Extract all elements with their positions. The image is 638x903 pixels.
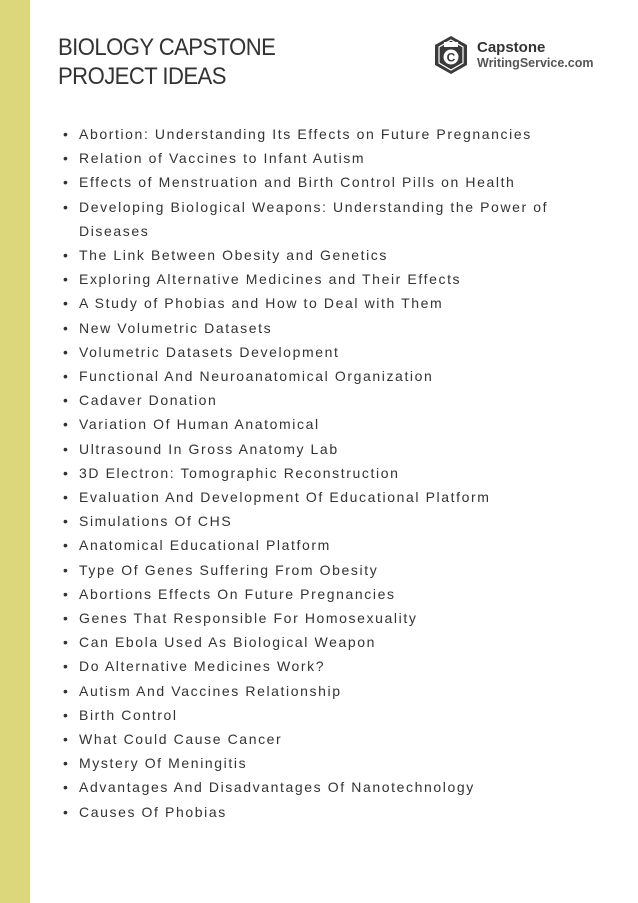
list-item: • Volumetric Datasets Development <box>63 340 573 364</box>
list-item: • A Study of Phobias and How to Deal with Them <box>63 291 573 315</box>
list-item: • Autism And Vaccines Relationship <box>63 679 573 703</box>
list-item: • Effects of Menstruation and Birth Control Pills on Health <box>63 170 573 194</box>
title-line-2: PROJECT IDEAS <box>58 63 226 90</box>
list-item: • Variation Of Human Anatomical <box>63 412 573 436</box>
list-item: • Evaluation And Development Of Educational Platform <box>63 485 573 509</box>
list-item: • Simulations Of CHS <box>63 509 573 533</box>
logo-site: WritingService.com <box>477 56 594 70</box>
list-item: • Birth Control <box>63 703 573 727</box>
list-item: • Cadaver Donation <box>63 388 573 412</box>
title-line-1: BIOLOGY CAPSTONE <box>58 34 276 61</box>
list-item: • Advantages And Disadvantages Of Nanotechnology <box>63 775 573 799</box>
brand-logo[interactable] <box>432 33 612 77</box>
list-item: • What Could Cause Cancer <box>63 727 573 751</box>
logo-text <box>477 39 593 71</box>
list-item: • Ultrasound In Gross Anatomy Lab <box>63 437 573 461</box>
list-item: • Causes Of Phobias <box>63 800 573 824</box>
list-item: • The Link Between Obesity and Genetics <box>63 243 573 267</box>
list-item: • 3D Electron: Tomographic Reconstruction <box>63 461 573 485</box>
list-item: • Genes That Responsible For Homosexuality <box>63 606 573 630</box>
logo-name: Capstone <box>477 39 546 56</box>
list-item: • Functional And Neuroanatomical Organization <box>63 364 573 388</box>
list-item: • Relation of Vaccines to Infant Autism <box>63 146 573 170</box>
list-item: • Can Ebola Used As Biological Weapon <box>63 630 573 654</box>
svg-text:C: C <box>446 50 456 65</box>
badge-c-icon <box>432 34 470 76</box>
list-item: • Do Alternative Medicines Work? <box>63 654 573 678</box>
accent-side-bar <box>0 0 30 903</box>
list-item: • Exploring Alternative Medicines and Their Effects <box>63 267 573 291</box>
list-item: • Abortion: Understanding Its Effects on Future Pregnancies <box>63 122 573 146</box>
list-item: • New Volumetric Datasets <box>63 316 573 340</box>
list-item: • Type Of Genes Suffering From Obesity <box>63 558 573 582</box>
list-item: • Mystery Of Meningitis <box>63 751 573 775</box>
list-item: • Anatomical Educational Platform <box>63 533 573 557</box>
page-title <box>58 33 275 91</box>
list-item: • Developing Biological Weapons: Understanding the Power of Diseases <box>63 195 573 243</box>
ideas-list <box>63 122 573 824</box>
list-item: • Abortions Effects On Future Pregnancies <box>63 582 573 606</box>
